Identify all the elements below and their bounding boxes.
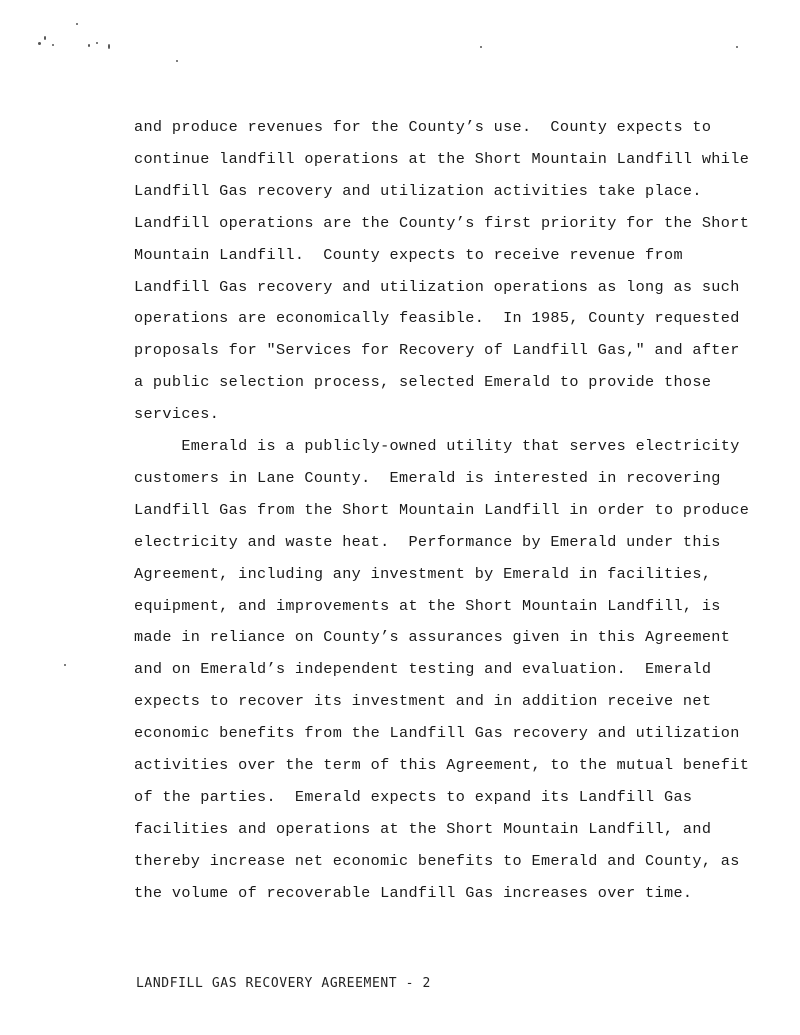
scan-speck [176,60,178,62]
scan-speck [88,44,90,47]
text-line: electricity and waste heat. Performance by Emerald under this [134,532,721,551]
scan-speck [38,42,41,45]
text-line: proposals for "Services for Recovery of Landfill Gas," and after [134,341,740,360]
text-line: Landfill operations are the County’s first priority for the Short [134,213,750,232]
scan-speck [108,44,110,49]
text-line: made in reliance on County’s assurances given in this Agreement [134,628,731,647]
text-line: a public selection process, selected Emerald to provide those [134,373,712,392]
text-line: of the parties. Emerald expects to expand its Landfill Gas [134,787,693,806]
scan-speck [480,46,482,48]
scan-speck [96,42,98,44]
text-line: Agreement, including any investment by Emerald in facilities, [134,564,712,583]
scan-speck [44,36,46,40]
text-line: expects to recover its investment and in addition receive net [134,692,712,711]
text-line: the volume of recoverable Landfill Gas increases over time. [134,883,693,902]
text-line: equipment, and improvements at the Short Mountain Landfill, is [134,596,721,615]
text-line: continue landfill operations at the Short Mountain Landfill while [134,149,750,168]
text-line: economic benefits from the Landfill Gas recovery and utilization [134,724,740,743]
scan-speck [64,664,66,666]
scan-speck [52,44,54,46]
scan-speck [76,23,78,25]
text-line: customers in Lane County. Emerald is interested in recovering [134,468,721,487]
scan-speck [736,46,738,48]
text-line: and produce revenues for the County’s use. County expects to [134,118,712,136]
text-line: services. [134,405,220,424]
page-footer: LANDFILL GAS RECOVERY AGREEMENT - 2 [136,976,431,991]
text-line: activities over the term of this Agreement, to the mutual benefit [134,756,750,774]
text-line: Emerald is a publicly-owned utility that serves electricity [134,437,740,455]
text-line: facilities and operations at the Short Mountain Landfill, and [134,819,712,838]
text-line: and on Emerald’s independent testing and evaluation. Emerald [134,660,712,679]
text-line: Landfill Gas from the Short Mountain Landfill in order to produce [134,500,750,519]
text-line: Landfill Gas recovery and utilization activities take place. [134,181,702,200]
text-line: thereby increase net economic benefits to Emerald and County, as [134,851,740,870]
text-line: Landfill Gas recovery and utilization operations as long as such [134,277,740,296]
text-line: operations are economically feasible. In 1985, County requested [134,309,740,328]
text-line: Mountain Landfill. County expects to receive revenue from [134,245,683,264]
